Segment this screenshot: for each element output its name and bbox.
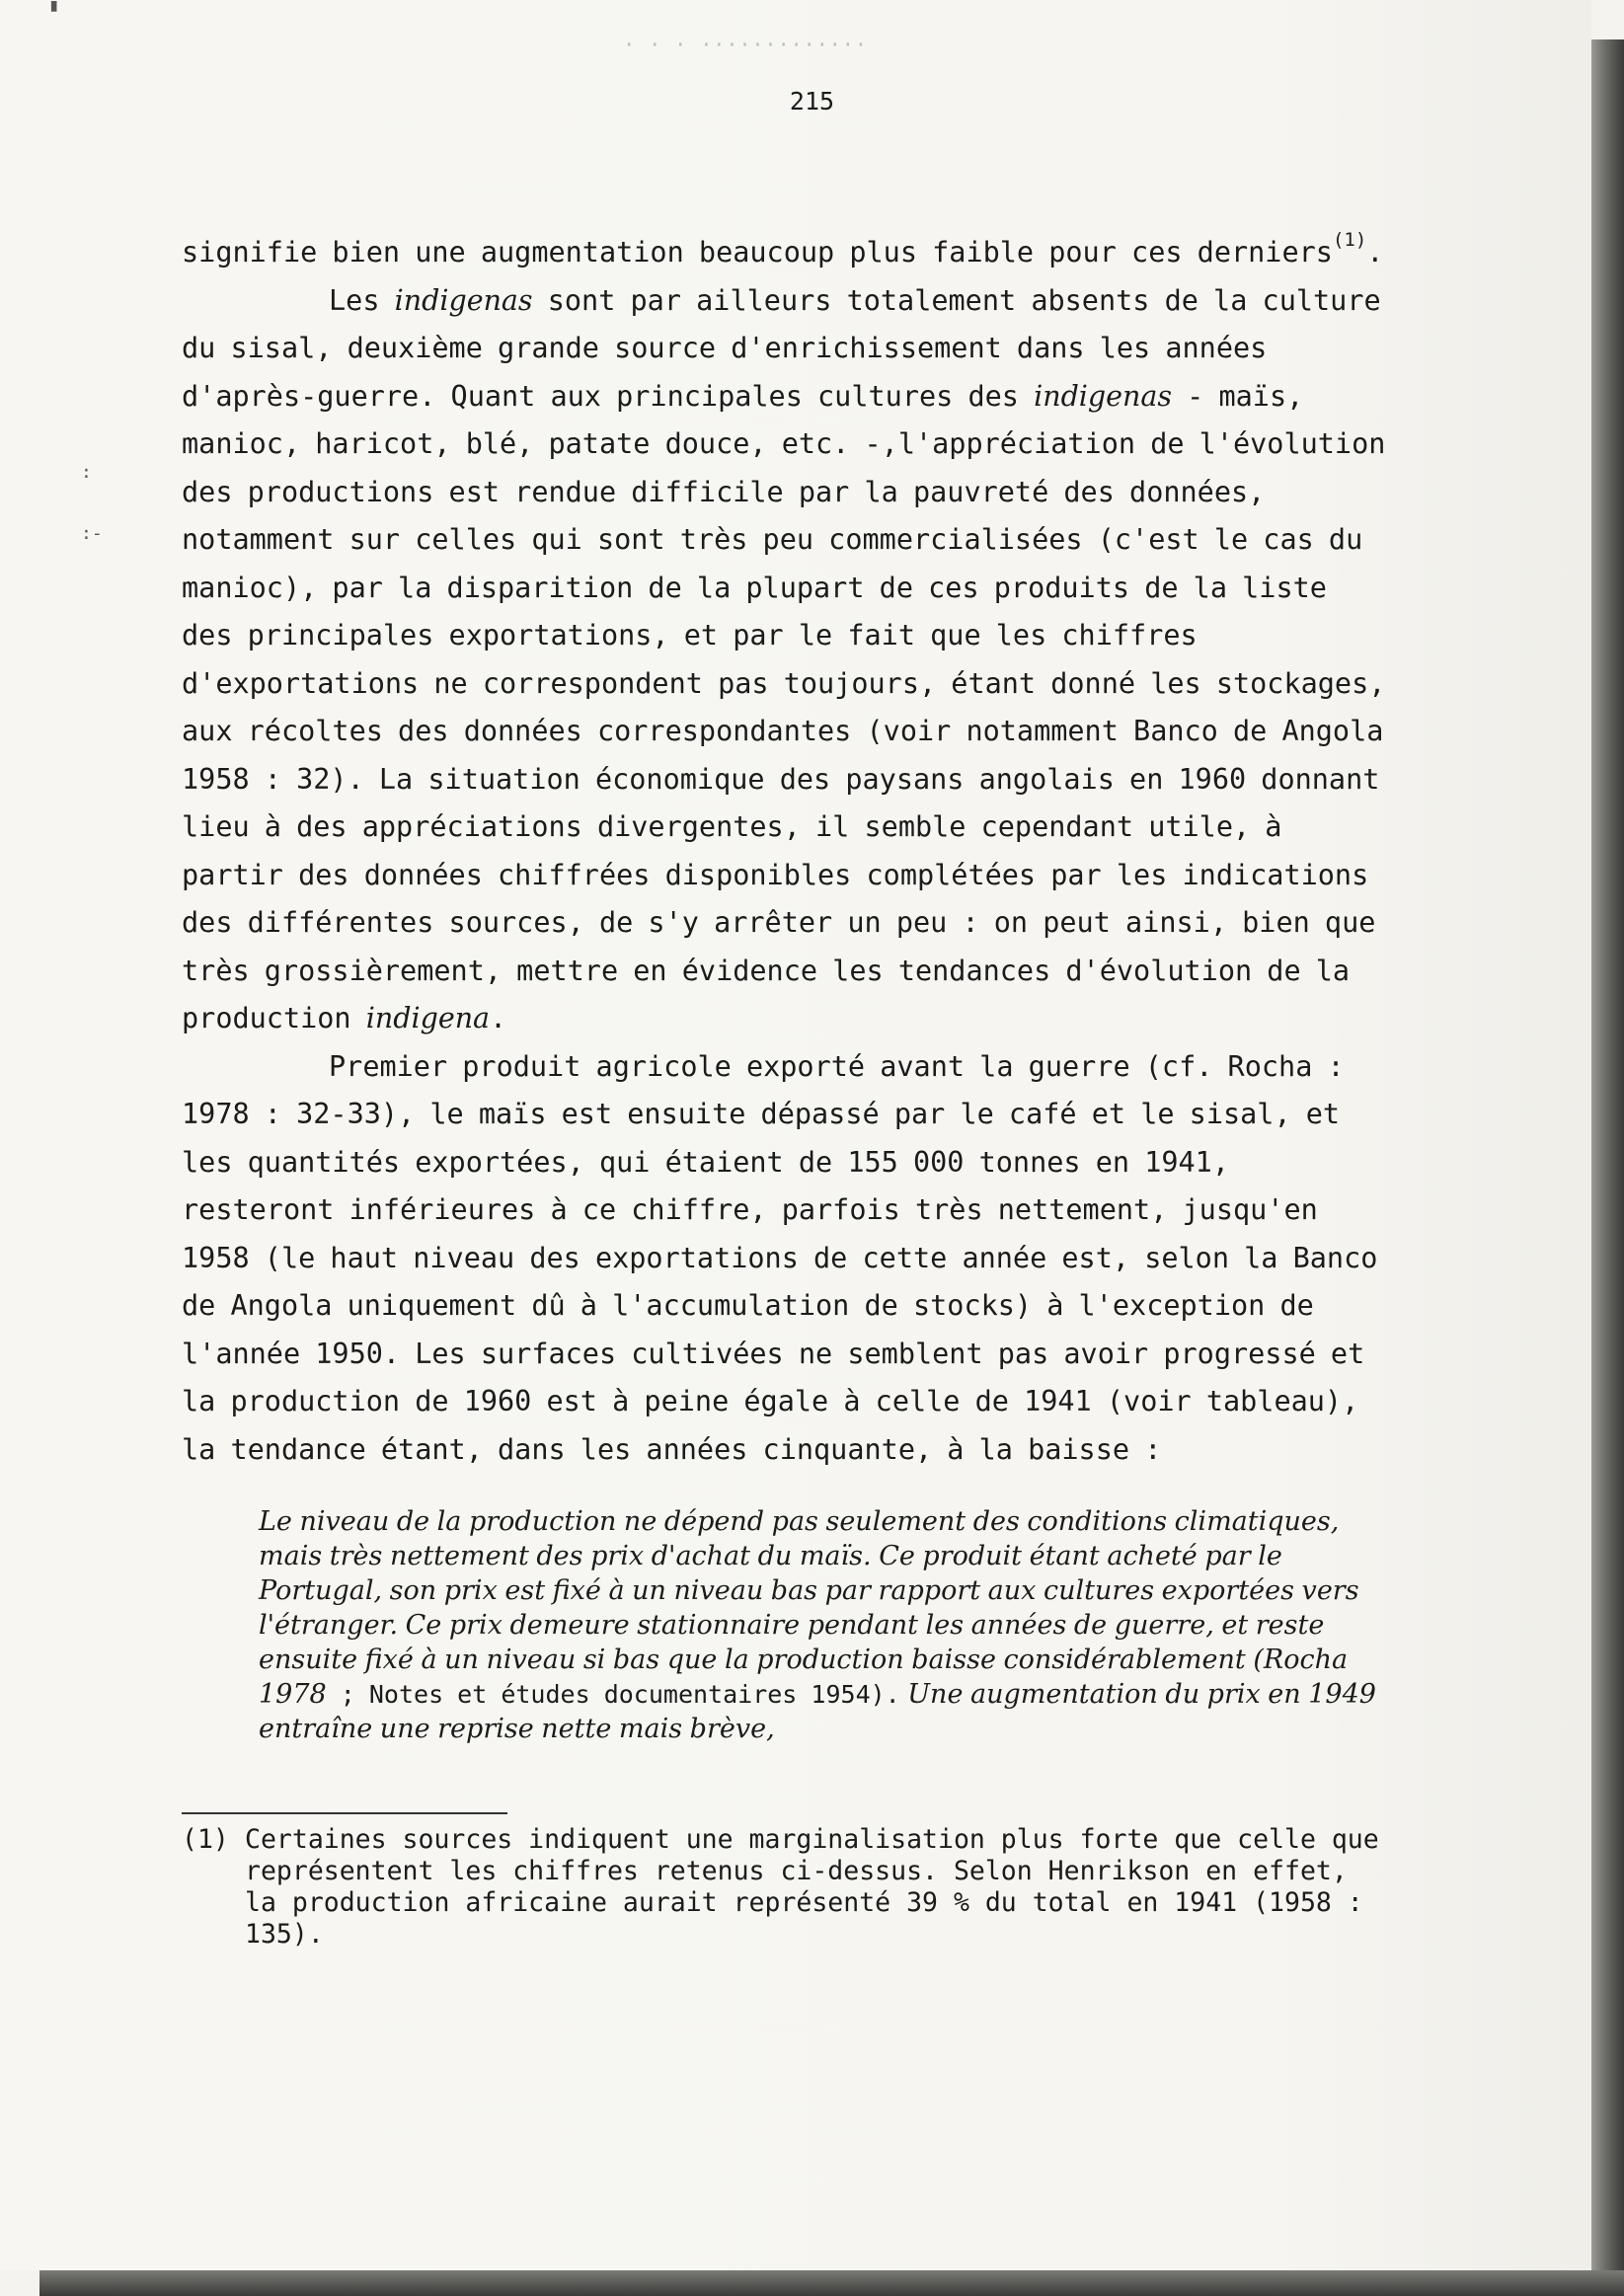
paragraph-1-end: .	[1366, 236, 1384, 268]
footnote-reference: (1)	[1332, 229, 1367, 251]
footnote-text: Certaines sources indiquent une marginalisation plus forte que celle que représentent les chiffres retenus ci-dessus. Selon Henrikson en effet, la production africaine aurait représenté 39 % du total en 1941 (1958 : 135).	[245, 1824, 1379, 1950]
paragraph-2-end: .	[490, 1002, 507, 1034]
paragraph-3: Premier produit agricole exporté avant la guerre (cf. Rocha : 1978 : 32-33), le maïs est ensuite dépassé par le café et le sisal, et les quantités exportées, qui étaient de 155 000 tonnes en 1941, resteront inférieures à ce chiffre, parfois très nettement, jusqu'en 1958 (le haut niveau des exportations de cette année est, selon la Banco de Angola uniquement dû à l'accumulation de stocks) à l'exception de l'année 1950. Les surfaces cultivées ne semblent pas avoir progressé et la production de 1960 est à peine égale à celle de 1941 (voir tableau), la tendance étant, dans les années cinquante, à la baisse :	[182, 1049, 1378, 1466]
main-text	[182, 229, 1386, 1474]
quote-part-3: Une augmentation du prix en 1949 entraîne une reprise nette mais brève,	[259, 1679, 1376, 1744]
footnote-separator	[182, 1812, 507, 1814]
quote-citation: ; Notes et études documentaires 1954).	[326, 1680, 900, 1709]
footnote-number: (1)	[182, 1824, 229, 1855]
term-indigena: indigena	[365, 1002, 491, 1034]
corner-mark: ▘	[51, 2, 62, 23]
block-quote	[259, 1504, 1384, 1746]
paragraph-1-text: signifie bien une augmentation beaucoup plus faible pour ces derniers	[182, 236, 1333, 268]
paragraph-1	[182, 229, 1386, 277]
faint-stamp: · · · ·············	[623, 33, 868, 56]
page-edge-shadow-bottom	[39, 2270, 1624, 2296]
page-number: 215	[789, 87, 835, 115]
paragraph-2-part-1: Les	[329, 283, 395, 317]
paragraph-2-part-2: sont par ailleurs totalement absents de la culture du sisal, deuxième grande source d'enrichissement dans les années d'après-guerre. Quant aux principales cultures des	[182, 283, 1381, 413]
margin-tick: :-	[81, 523, 103, 544]
paragraph-2	[182, 277, 1386, 1043]
margin-tick: :	[81, 462, 92, 483]
paragraph-2-part-3: - maïs, manioc, haricot, blé, patate douce, etc. -,l'appréciation de l'évolution des productions est rendue difficile par la pauvreté des données, notamment sur celles qui sont très peu commercialisées (c'est le cas du manioc), par la disparition de la plupart de ces produits de la liste des principales exportations, et par le fait que les chiffres d'exportations ne correspondent pas toujours, étant donné les stockages, aux récoltes des données correspondantes (voir notamment Banco de Angola 1958 : 32). La situation économique des paysans angolais en 1960 donnant lieu à des appréciations divergentes, il semble cependant utile, à partir des données chiffrées disponibles complétées par les indications des différentes sources, de s'y arrêter un peu : on peut ainsi, bien que très grossièrement, mettre en évidence les tendances d'évolution de la production	[182, 379, 1386, 1034]
term-indigenas: indigenas	[1034, 379, 1173, 413]
quote-part-1: Le niveau de la production ne dépend pas seulement des conditions climatiques, mais très nettement des prix d'achat du maïs. Ce produit étant acheté par le Portugal, son prix est fixé à un niveau bas par rapport aux cultures exportées vers l'étranger. Ce prix demeure stationnaire pendant les années de guerre, et reste ensuite fixé à un niveau si bas que la production baisse considérablement (Rocha 1978	[259, 1506, 1359, 1710]
term-indigenas: indigenas	[394, 283, 533, 317]
footnote	[182, 1824, 1386, 1951]
page-edge-shadow-right	[1591, 39, 1624, 2296]
